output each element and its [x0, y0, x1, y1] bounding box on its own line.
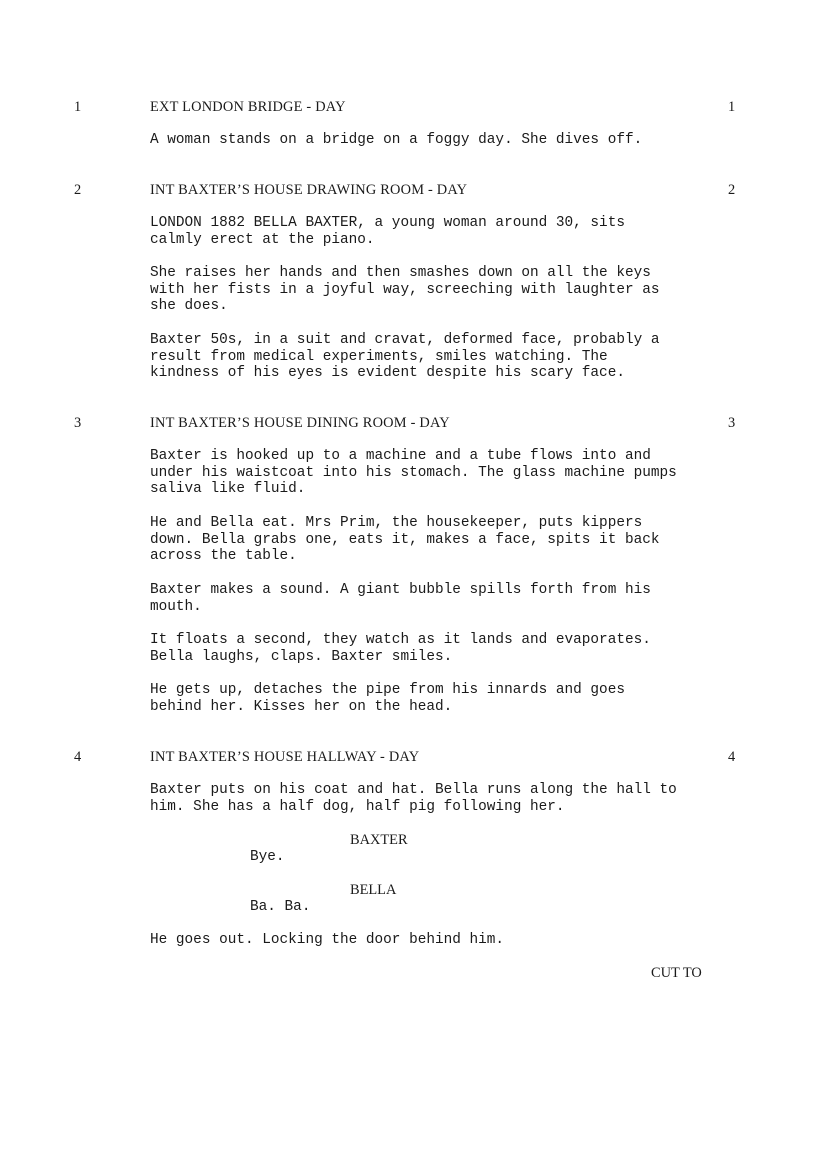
scene-number-left: 4: [74, 749, 82, 765]
dialogue-line: Bye.: [250, 849, 285, 865]
scene-number-left: 1: [74, 99, 82, 115]
character-name: BAXTER: [350, 832, 408, 848]
dialogue-line: Ba. Ba.: [250, 899, 311, 915]
action-paragraph: Baxter makes a sound. A giant bubble spills forth from his mouth.: [150, 582, 651, 615]
scene-number-left: 2: [74, 182, 82, 198]
action-paragraph: Baxter 50s, in a suit and cravat, deformed face, probably a result from medical experiments, smiles watching. The kindness of his eyes is evident despite his scary face.: [150, 332, 660, 382]
scene-number-right: 4: [728, 749, 736, 765]
action-paragraph: Baxter puts on his coat and hat. Bella runs along the hall to him. She has a half dog, half pig following her.: [150, 782, 677, 815]
scene-heading: INT BAXTER’S HOUSE DINING ROOM - DAY: [150, 415, 450, 431]
scene-heading: INT BAXTER’S HOUSE DRAWING ROOM - DAY: [150, 182, 468, 198]
action-paragraph: LONDON 1882 BELLA BAXTER, a young woman around 30, sits calmly erect at the piano.: [150, 215, 625, 248]
action-paragraph: He goes out. Locking the door behind him.: [150, 932, 505, 948]
scene-heading: EXT LONDON BRIDGE - DAY: [150, 99, 346, 115]
scene-number-right: 1: [728, 99, 736, 115]
scene-number-left: 3: [74, 415, 82, 431]
action-paragraph: He gets up, detaches the pipe from his innards and goes behind her. Kisses her on the head.: [150, 682, 625, 715]
scene-number-right: 2: [728, 182, 736, 198]
character-name: BELLA: [350, 882, 397, 898]
action-paragraph: It floats a second, they watch as it lands and evaporates. Bella laughs, claps. Baxter smiles.: [150, 632, 651, 665]
transition: CUT TO: [651, 965, 702, 981]
scene-heading: INT BAXTER’S HOUSE HALLWAY - DAY: [150, 749, 420, 765]
action-paragraph: Baxter is hooked up to a machine and a tube flows into and under his waistcoat into his stomach. The glass machine pumps saliva like fluid.: [150, 448, 677, 498]
scene-number-right: 3: [728, 415, 736, 431]
action-paragraph: He and Bella eat. Mrs Prim, the housekeeper, puts kippers down. Bella grabs one, eats it, makes a face, spits it back across the table.: [150, 515, 660, 565]
action-paragraph: A woman stands on a bridge on a foggy day. She dives off.: [150, 132, 643, 148]
action-paragraph: She raises her hands and then smashes down on all the keys with her fists in a joyful way, screeching with laughter as she does.: [150, 265, 660, 315]
